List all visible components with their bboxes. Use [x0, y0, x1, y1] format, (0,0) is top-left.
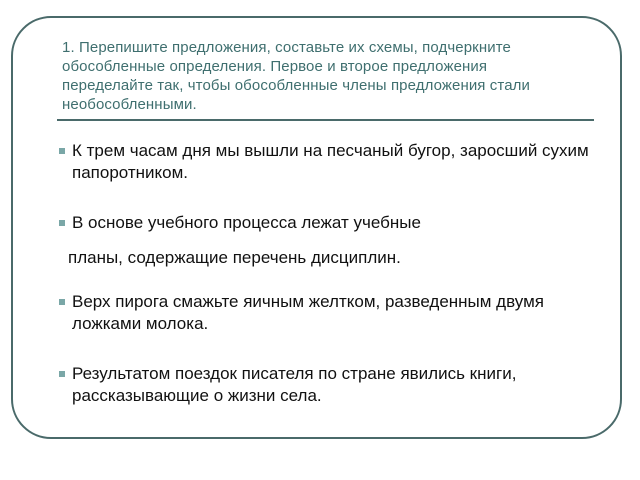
sentence-text: Верх пирога смажьте яичным желтком, разведенным двумя ложками молока. — [72, 292, 544, 333]
bullet-marker-icon — [59, 371, 65, 377]
sentence-text: Результатом поездок писателя по стране явились книги, рассказывающие о жизни села. — [72, 364, 517, 405]
list-item — [57, 212, 597, 269]
title-divider — [57, 119, 594, 121]
slide-title — [62, 38, 582, 114]
sentence-text: В основе учебного процесса лежат учебные — [72, 213, 421, 232]
list-item — [57, 140, 597, 184]
list-item — [57, 291, 597, 335]
sentence-continuation: планы, содержащие перечень дисциплин. — [68, 248, 401, 267]
task-text: Перепишите предложения, составьте их схемы, подчеркните обособленные определения. Первое и второе предложения переделайте так, чтобы обособленные члены предложения стали необособленными. — [62, 39, 530, 113]
sentence-text: К трем часам дня мы вышли на песчаный бугор, заросший сухим папоротником. — [72, 141, 589, 182]
list-item — [57, 363, 597, 407]
bullet-marker-icon — [59, 148, 65, 154]
bullet-marker-icon — [59, 220, 65, 226]
bullet-marker-icon — [59, 299, 65, 305]
task-number: 1. — [62, 39, 75, 56]
